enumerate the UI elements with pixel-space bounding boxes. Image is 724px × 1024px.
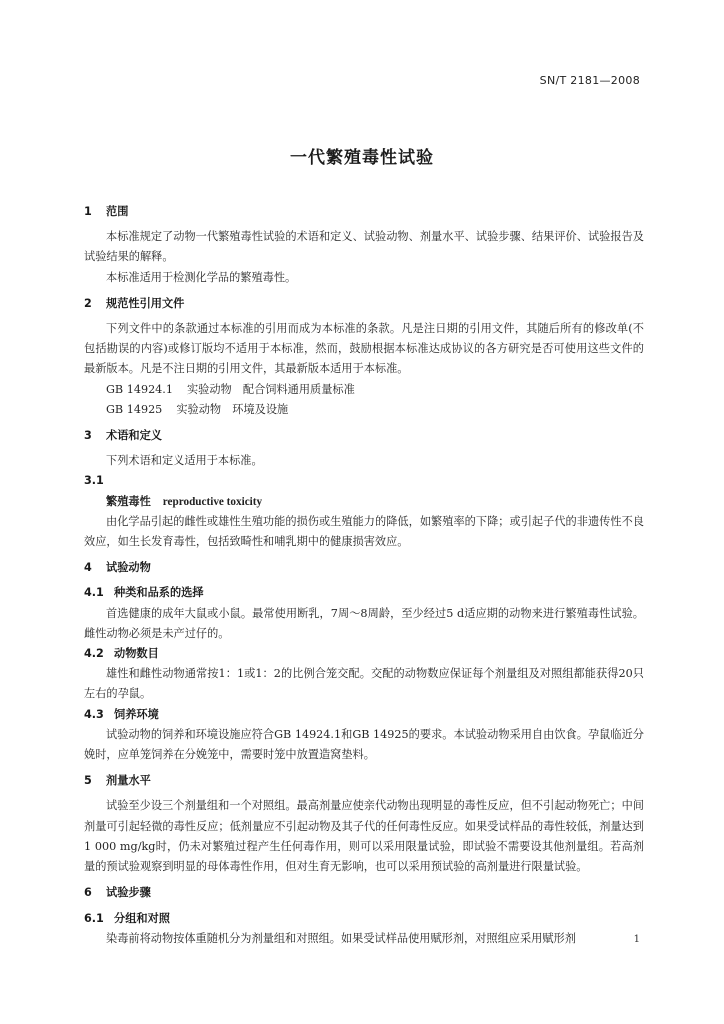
paragraph: 雄性和雌性动物通常按1：1或1：2的比例合笼交配。交配的动物数应保证每个剂量组及对照组都能获得20只左右的孕鼠。 xyxy=(84,667,644,701)
section-title: 剂量水平 xyxy=(106,774,151,788)
term-english: reproductive toxicity xyxy=(162,495,263,508)
section-title: 规范性引用文件 xyxy=(106,296,185,310)
section-heading-4 xyxy=(84,558,644,578)
reference-code: GB 14924.1 xyxy=(106,382,173,396)
paragraph: 试验动物的饲养和环境设施应符合GB 14924.1和GB 14925的要求。本试验动物采用自由饮食。孕鼠临近分娩时，应单笼饲养在分娩笼中，需要时笼中放置造窝垫料。 xyxy=(84,727,644,762)
paragraph: 本标准规定了动物一代繁殖毒性试验的术语和定义、试验动物、剂量水平、试验步骤、结果评价、试验报告及试验结果的解释。 xyxy=(84,230,644,264)
paragraph: 试验至少设三个剂量组和一个对照组。最高剂量应使亲代动物出现明显的毒性反应，但不引起动物死亡；中间剂量可引起轻微的毒性反应；低剂量应不引起动物及其子代的任何毒性反应。如果受试样品的毒性较低，剂量达到1 000 mg/kg时，仍未对繁殖过程产生任何毒作用，则可以采用限量试验，即试验不需要设其他剂量组。若高剂量的预试验观察到明显的母体毒性作用，但对生育无影响，也可以采用预试验的高剂量进行限量试验。 xyxy=(84,799,644,874)
section-number: 6 xyxy=(84,886,92,900)
subsection-number: 4.1 xyxy=(84,586,104,600)
clause-number: 3.1 xyxy=(84,474,104,488)
paragraph: 首选健康的成年大鼠或小鼠。最常使用断乳，7周～8周龄，至少经过5 d适应期的动物来进行繁殖毒性试验。雌性动物必须是未产过仔的。 xyxy=(84,606,644,640)
subsection-title: 动物数目 xyxy=(114,647,159,661)
subsection-number: 4.2 xyxy=(84,647,104,661)
subsection-heading-6-1 xyxy=(84,909,644,929)
section-number: 2 xyxy=(84,296,92,310)
reference-title: 实验动物 配合饲料通用质量标准 xyxy=(186,382,355,396)
reference-title: 实验动物 环境及设施 xyxy=(176,402,289,416)
subsection-title: 分组和对照 xyxy=(114,911,170,925)
section-number: 3 xyxy=(84,429,92,443)
standard-code: SN/T 2181—2008 xyxy=(539,74,640,87)
paragraph: 染毒前将动物按体重随机分为剂量组和对照组。如果受试样品使用赋形剂，对照组应采用赋形剂 xyxy=(106,931,576,945)
subsection-number: 4.3 xyxy=(84,707,104,721)
section-title: 范围 xyxy=(106,205,129,218)
section-number: 4 xyxy=(84,561,92,575)
paragraph: 下列文件中的条款通过本标准的引用而成为本标准的条款。凡是注日期的引用文件，其随后所有的修改单(不包括勘误的内容)或修订版均不适用于本标准，然而，鼓励根据本标准达成协议的各方研究是否可使用这些文件的最新版本。凡是不注日期的引用文件，其最新版本适用于本标准。 xyxy=(84,322,644,376)
document-body xyxy=(84,202,644,949)
reference-code: GB 14925 xyxy=(106,402,163,416)
paragraph: 本标准适用于检测化学品的繁殖毒性。 xyxy=(106,270,297,284)
section-heading-6 xyxy=(84,883,644,903)
section-number: 5 xyxy=(84,774,92,788)
section-title: 试验动物 xyxy=(106,561,151,575)
reference-item xyxy=(84,380,644,400)
section-heading-3 xyxy=(84,426,644,446)
term-chinese: 繁殖毒性 xyxy=(106,494,151,508)
section-heading-2 xyxy=(84,294,644,314)
section-heading-1 xyxy=(84,202,644,222)
section-heading-5 xyxy=(84,771,644,791)
section-title: 试验步骤 xyxy=(106,886,151,900)
reference-item xyxy=(84,400,644,420)
paragraph: 下列术语和定义适用于本标准。 xyxy=(106,454,263,468)
term-definition: 由化学品引起的雌性或雄性生殖功能的损伤或生殖能力的降低，如繁殖率的下降；或引起子代的非遗传性不良效应，如生长发育毒性，包括致畸性和哺乳期中的健康损害效应。 xyxy=(84,514,644,549)
page-title: 一代繁殖毒性试验 xyxy=(290,148,434,168)
section-number: 1 xyxy=(84,205,92,218)
subsection-heading-4-1 xyxy=(84,583,644,603)
subsection-title: 饲养环境 xyxy=(114,707,159,721)
section-title: 术语和定义 xyxy=(106,429,162,443)
page-number: 1 xyxy=(633,934,640,945)
term-entry xyxy=(84,492,644,512)
subsection-heading-4-3 xyxy=(84,705,644,725)
subsection-title: 种类和品系的选择 xyxy=(114,586,204,600)
subsection-number: 6.1 xyxy=(84,911,104,925)
subsection-heading-4-2 xyxy=(84,644,644,664)
